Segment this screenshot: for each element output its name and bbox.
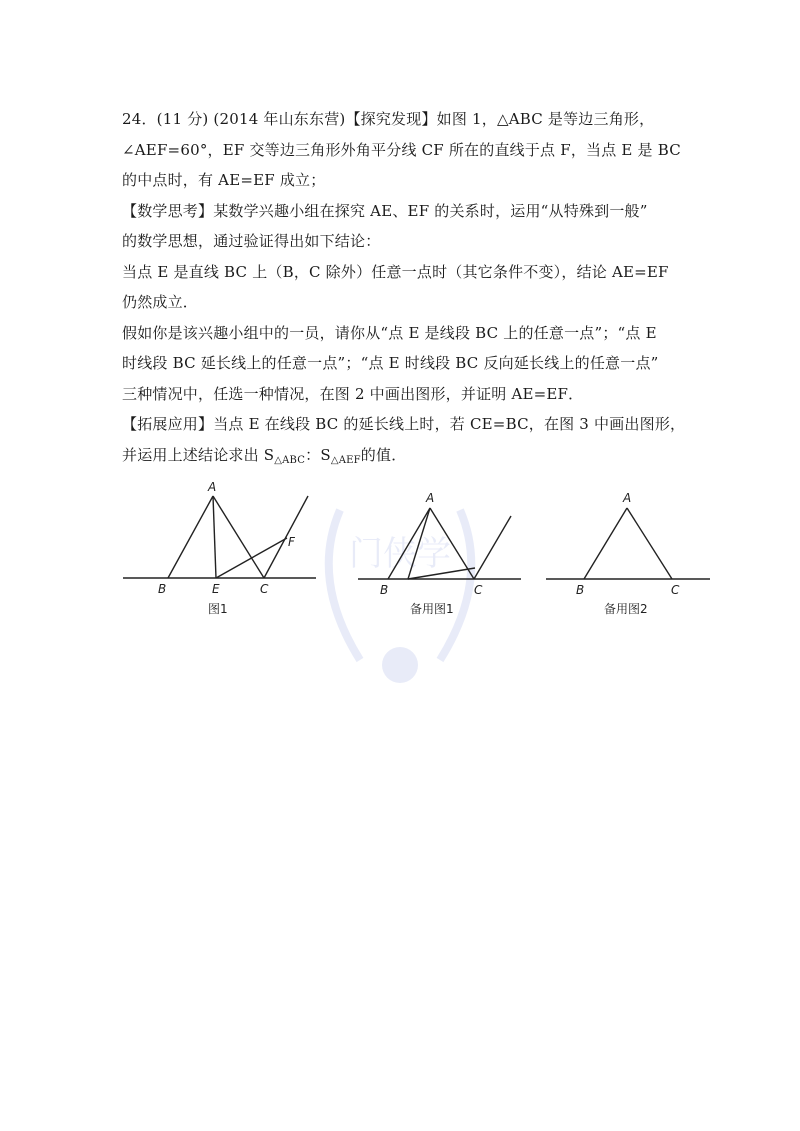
fig1-side-ab — [168, 496, 213, 578]
fig2-label-b: B — [380, 583, 389, 597]
fig2-segment-ef — [408, 568, 475, 579]
problem-line: 假如你是该兴趣小组中的一员，请你从“点 E 是线段 BC 上的任意一点”；“点 E — [122, 323, 657, 342]
fig2-label-a: A — [426, 491, 435, 505]
fig1-bisector-cf — [264, 496, 308, 578]
problem-line: 时线段 BC 延长线上的任意一点”；“点 E 时线段 BC 反向延长线上的任意一点” — [122, 354, 659, 372]
fig1-segment-ef — [216, 538, 287, 578]
figure-2 — [358, 508, 521, 579]
fig1-caption: 图1 — [208, 602, 228, 616]
problem-line: 仍然成立． — [122, 293, 199, 311]
last-line-mid: ：S — [305, 445, 331, 464]
fig2-bisector — [474, 516, 511, 579]
last-line-suffix: 的值． — [360, 445, 407, 464]
fig1-segment-ae — [213, 496, 216, 578]
fig2-segment-ae — [408, 508, 430, 579]
figure-3 — [546, 508, 710, 579]
last-line-prefix: 并运用上述结论求出 S — [122, 445, 275, 464]
problem-line: 【数学思考】某数学兴趣小组在探究 AE、EF 的关系时，运用“从特殊到一般” — [122, 201, 648, 220]
fig3-label-c: C — [671, 583, 680, 597]
problem-line: 的中点时，有 AE=EF 成立； — [122, 171, 326, 189]
fig1-label-c: C — [260, 582, 269, 596]
problem-line: 当点 E 是直线 BC 上（B，C 除外）任意一点时（其它条件不变），结论 AE=EF — [122, 262, 669, 281]
watermark-text: 门侠学 — [349, 534, 451, 574]
problem-line: 三种情况中，任选一种情况，在图 2 中画出图形，并证明 AE=EF． — [122, 384, 584, 403]
figures-row — [118, 478, 718, 628]
problem-line: 24．(11 分) (2014 年山东东营)【探究发现】如图 1，△ABC 是等边三角形， — [122, 110, 655, 128]
problem-line: 【拓展应用】当点 E 在线段 BC 的延长线上时，若 CE=BC，在图 3 中画出图形， — [122, 415, 686, 433]
problem-line: ∠AEF=60°，EF 交等边三角形外角平分线 CF 所在的直线于点 F，当点 E 是 BC — [122, 140, 681, 159]
fig2-caption: 备用图1 — [410, 602, 454, 616]
fig3-side-ab — [584, 508, 627, 579]
fig1-label-f: F — [288, 535, 295, 549]
fig3-label-b: B — [576, 583, 585, 597]
fig2-label-c: C — [474, 583, 483, 597]
area-subscript-aef: △AEF — [330, 454, 361, 466]
fig3-side-ac — [627, 508, 672, 579]
fig3-caption: 备用图2 — [604, 602, 648, 616]
area-subscript-abc: △ABC — [274, 454, 306, 466]
problem-line-last — [122, 440, 692, 477]
fig3-label-a: A — [623, 491, 632, 505]
fig1-label-e: E — [212, 582, 220, 596]
fig1-label-b: B — [158, 582, 167, 596]
problem-line: 的数学思想，通过验证得出如下结论： — [122, 232, 381, 250]
fig1-label-a: A — [208, 480, 217, 494]
fig2-side-ab — [388, 508, 430, 579]
problem-24 — [122, 104, 692, 476]
fig2-side-ac — [430, 508, 474, 579]
